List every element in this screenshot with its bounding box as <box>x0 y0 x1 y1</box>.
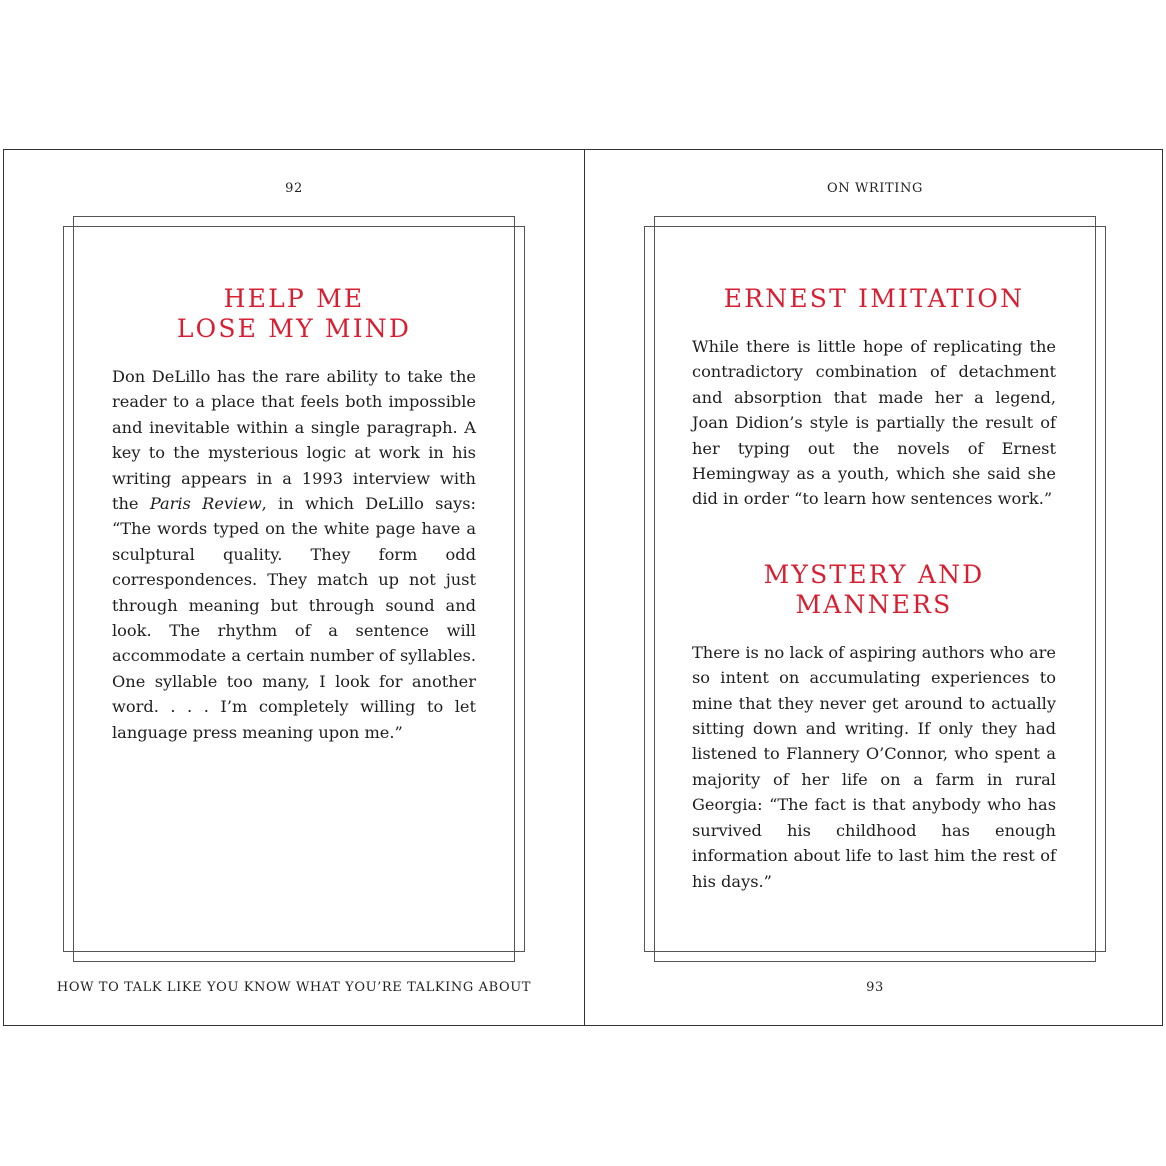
left-page-number: 92 <box>285 181 303 196</box>
right-page <box>585 150 1165 1025</box>
left-page-content <box>112 284 476 745</box>
book-spread <box>3 149 1163 1026</box>
section-paragraph: While there is little hope of replicating the contradictory combination of detachment and absorption that made her a legend, Joan Didion’s style is partially the result of her typing out the novels of Ernest Hemingway as a youth, which she said she did in order “to learn how sentences work.” <box>692 337 1056 509</box>
right-page-header: ON WRITING <box>826 181 924 196</box>
section-heading-help-me-lose-my-mind <box>112 284 476 344</box>
heading-line: LOSE MY MIND <box>176 314 412 343</box>
heading-line: HELP ME <box>223 284 365 313</box>
paragraph-text: , in which DeLillo says: “The words typed on the white page have a sculptural quality. They form odd correspondences. They match up not just through meaning but through sound and look. The rhythm of a sentence will accommodate a certain number of syllables. One syllable too many, I look for another word. . . . I’m completely willing to let language press meaning upon me.” <box>112 494 476 742</box>
left-page <box>4 150 584 1025</box>
right-page-content <box>692 284 1056 894</box>
publication-title: Paris Review <box>149 494 262 514</box>
left-page-footer: HOW TO TALK LIKE YOU KNOW WHAT YOU’RE TALKING ABOUT <box>56 980 532 995</box>
heading-line: MANNERS <box>795 589 953 619</box>
section-heading-ernest-imitation <box>692 284 1056 314</box>
paragraph-text: Don DeLillo has the rare ability to take the reader to a place that feels both impossible and inevitable within a single paragraph. A key to the mysterious logic at work in his writing appears in a 1993 interview with the <box>112 367 476 514</box>
section-paragraph: There is no lack of aspiring authors who are so intent on accumulating experiences to mine that they never get around to actually sitting down and writing. If only they had listened to Flannery O’Connor, who spent a majority of her life on a farm in rural Georgia: “The fact is that anybody who has survived his childhood has enough information about life to last him the rest of his days.” <box>692 642 1056 891</box>
section-heading-mystery-and-manners <box>692 560 1056 620</box>
right-page-number: 93 <box>866 980 884 995</box>
section-paragraph <box>112 364 476 745</box>
heading-line: ERNEST IMITATION <box>723 284 1025 313</box>
heading-line: MYSTERY AND <box>763 559 985 589</box>
